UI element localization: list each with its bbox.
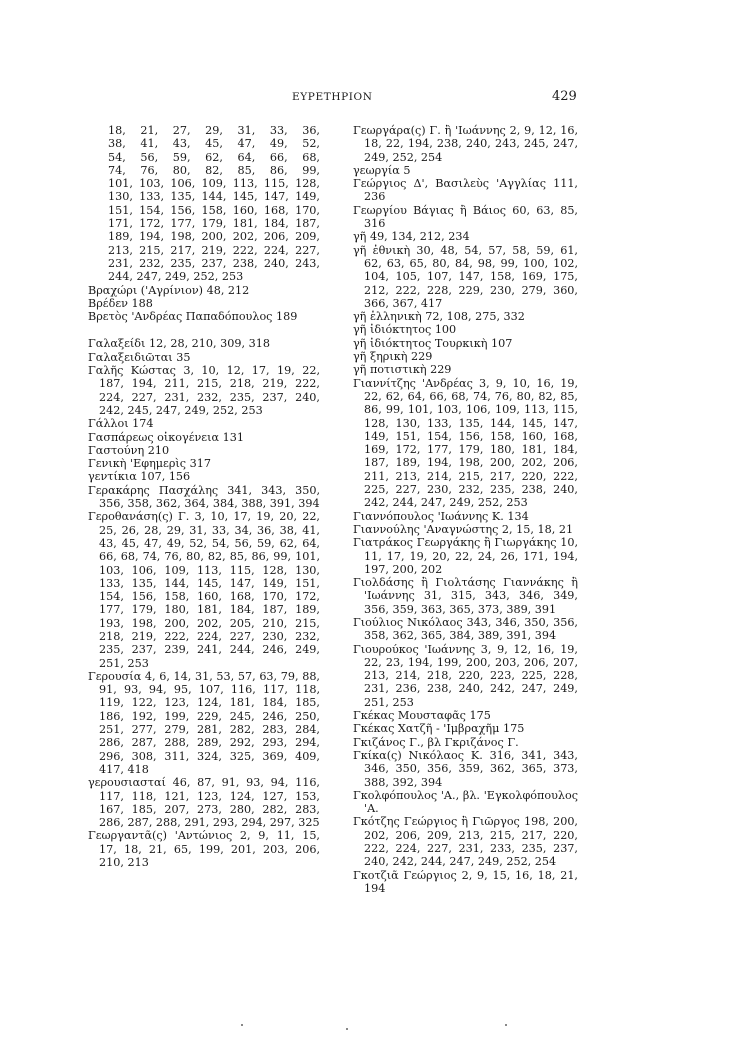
index-entry: Γάλλοι 174 — [88, 417, 154, 431]
numbers-line: 151, 154, 156, 158, 160, 168, 170, — [108, 203, 320, 217]
index-entry: Γαλαξειδιῶται 35 — [88, 350, 191, 364]
index-entry: Γεώργιος Δ', Βασιλεὺς 'Αγγλίας 111, 236 — [353, 177, 578, 204]
index-entry: Γκέκας Μουσταφᾶς 175 — [353, 709, 491, 723]
index-entry: γεωργία 5 — [353, 163, 411, 177]
print-speck — [346, 1028, 348, 1030]
numbers-line: 130, 133, 135, 144, 145, 147, 149, — [108, 190, 320, 204]
numbers-line: 213, 215, 217, 219, 222, 224, 227, — [108, 243, 320, 257]
index-entry: γερουσιασταί 46, 87, 91, 93, 94, 116, 117, 118, 121, 123, 124, 127, 153, 167, 185, 207, 273, 280, 282, 283, 286, 287, 288, 291, 293, 294, 297, 325 — [88, 776, 320, 830]
index-entry: Γκέκας Χατζῆ - 'Ιμβραχῆμ 175 — [353, 722, 525, 736]
print-speck — [241, 1024, 243, 1026]
index-entry: Γιουρούκος 'Ιωάννης 3, 9, 12, 16, 19, 22, 23, 194, 199, 200, 203, 206, 207, 213, 214, 218, 220, 223, 225, 228, 231, 236, 238, 240, 242, 247, 249, 251, 253 — [353, 642, 578, 709]
index-entry: Γεροθανάση(ς) Γ. 3, 10, 17, 19, 20, 22, 25, 26, 28, 29, 31, 33, 34, 36, 38, 41, 43, 45, 47, 49, 52, 54, 56, 59, 62, 64, 66, 68, 74, 76, 80, 82, 85, 86, 99, 101, 103, 106, 109, 113, 115, 128, 130, 133, 135, 144, 145, 147, 149, 151, 154, 156, 158, 160, 168, 170, 172, 177, 179, 180, 181, 184, 187, 189, 193, 198, 200, 202, 205, 210, 215, 218, 219, 222, 224, 227, 230, 232, 235, 237, 239, 241, 244, 246, 249, 251, 253 — [88, 510, 320, 670]
numbers-line: 101, 103, 106, 109, 113, 115, 128, — [108, 177, 320, 191]
numbers-line: 74, 76, 80, 82, 85, 86, 99, — [108, 163, 320, 177]
numbers-line: 231, 232, 235, 237, 238, 240, 243, — [108, 256, 320, 270]
index-entry: γῆ ἐθνικὴ 30, 48, 54, 57, 58, 59, 61, 62, 63, 65, 80, 84, 98, 99, 100, 102, 104, 105, 107, 147, 158, 169, 175, 212, 222, 228, 229, 230, 279, 360, 366, 367, 417 — [353, 243, 578, 310]
index-entry: Γκότζης Γεώργιος ἢ Γιῶργος 198, 200, 202, 206, 209, 213, 215, 217, 220, 222, 224, 227, 231, 233, 235, 237, 240, 242, 244, 247, 249, 252, 254 — [353, 815, 578, 869]
index-entry: Γιαννίτζης 'Ανδρέας 3, 9, 10, 16, 19, 22, 62, 64, 66, 68, 74, 76, 80, 82, 85, 86, 99, 101, 103, 106, 109, 113, 115, 128, 130, 133, 135, 144, 145, 147, 149, 151, 154, 156, 158, 160, 168, 169, 172, 177, 179, 180, 181, 184, 187, 189, 194, 198, 200, 202, 206, 211, 213, 214, 215, 217, 220, 222, 225, 227, 230, 232, 235, 238, 240, 242, 244, 247, 249, 252, 253 — [353, 376, 578, 510]
index-entry: Βραχώρι ('Αγρίνιον) 48, 212 — [88, 283, 250, 297]
index-entry: Γαστούνη 210 — [88, 443, 170, 457]
index-entry: γῆ ἰδιόκτητος Τουρκικὴ 107 — [353, 336, 513, 350]
index-entry: Γιατράκος Γεωργάκης ἢ Γιωργάκης 10, 11, 17, 19, 20, 22, 24, 26, 171, 194, 197, 200, 202 — [353, 536, 578, 576]
index-entry: Γκολφόπουλος 'Α., βλ. 'Εγκολφόπουλος 'Α. — [353, 788, 578, 816]
index-entry: Γιαννόπουλος 'Ιωάννης Κ. 134 — [353, 509, 529, 523]
numbers-line: 38, 41, 43, 45, 47, 49, 52, — [108, 137, 320, 151]
index-entry: Γεωργίου Βάγιας ἢ Βάιος 60, 63, 85, 316 — [353, 203, 578, 231]
index-entry: Βρέδεν 188 — [88, 296, 153, 310]
left-column — [88, 124, 320, 869]
index-entry: γῆ ἑλληνικὴ 72, 108, 275, 332 — [353, 310, 525, 324]
index-entry: Γιαννούλης 'Αναγνώστης 2, 15, 18, 21 — [353, 522, 574, 536]
page-number: 429 — [552, 89, 577, 104]
index-entry: Γιολδάσης ἢ Γιολτάσης Γιαννάκης ἢ 'Ιωάννης 31, 315, 343, 346, 349, 356, 359, 363, 365, 373, 389, 391 — [353, 576, 578, 616]
index-entry: Γενικὴ 'Εφημερὶς 317 — [88, 457, 211, 471]
index-entry: Γαλαξείδι 12, 28, 210, 309, 318 — [88, 337, 270, 351]
index-entry: γεντίκια 107, 156 — [88, 470, 191, 484]
numbers-line: 189, 194, 198, 200, 202, 206, 209, — [108, 230, 320, 244]
index-entry: γῆ ξηρικὴ 229 — [353, 350, 433, 364]
numbers-line: 171, 172, 177, 179, 181, 184, 187, — [108, 217, 320, 231]
index-entry: Γεωργάρα(ς) Γ. ἢ 'Ιωάννης 2, 9, 12, 16, 18, 22, 194, 238, 240, 243, 245, 247, 249, 252, 254 — [353, 124, 578, 164]
continued-page-numbers — [88, 124, 320, 284]
index-entry: γῆ 49, 134, 212, 234 — [353, 230, 470, 244]
index-entry: Γιούλιος Νικόλαος 343, 346, 350, 356, 358, 362, 365, 384, 389, 391, 394 — [353, 615, 578, 643]
index-entry: Γεωργαντᾶ(ς) 'Αντώνιος 2, 9, 11, 15, 17, 18, 21, 65, 199, 201, 203, 206, 210, 213 — [88, 829, 320, 870]
index-entry: Γασπάρεως οἰκογένεια 131 — [88, 430, 244, 444]
print-speck — [505, 1024, 507, 1026]
numbers-line: 244, 247, 249, 252, 253 — [108, 270, 244, 284]
running-head — [0, 91, 744, 111]
numbers-line: 54, 56, 59, 62, 64, 66, 68, — [108, 150, 320, 164]
index-entry: Γερουσία 4, 6, 14, 31, 53, 57, 63, 79, 88, 91, 93, 94, 95, 107, 116, 117, 118, 119, 122, 123, 124, 181, 184, 185, 186, 192, 199, 229, 245, 246, 250, 251, 277, 279, 281, 282, 283, 284, 286, 287, 288, 289, 292, 293, 294, 296, 308, 311, 324, 325, 369, 409, 417, 418 — [88, 669, 320, 776]
right-column — [353, 124, 578, 895]
index-entry: Γκιζάνος Γ., βλ Γκριζάνος Γ. — [353, 735, 519, 749]
index-entry: Βρετὸς 'Ανδρέας Παπαδόπουλος 189 — [88, 310, 298, 324]
section-gap — [88, 323, 320, 337]
index-entry: γῆ ποτιστικὴ 229 — [353, 363, 452, 377]
index-entry: Γερακάρης Πασχάλης 341, 343, 350, 356, 358, 362, 364, 384, 388, 391, 394 — [88, 483, 320, 511]
index-entry: Γκίκα(ς) Νικόλαος Κ. 316, 341, 343, 346, 350, 356, 359, 362, 365, 373, 388, 392, 394 — [353, 748, 578, 789]
index-entry: Γαλῆς Κώστας 3, 10, 12, 17, 19, 22, 187, 194, 211, 215, 218, 219, 222, 224, 227, 231, 232, 235, 237, 240, 242, 245, 247, 249, 252, 253 — [88, 364, 320, 417]
index-entry: Γκοτζιᾶ Γεώργιος 2, 9, 15, 16, 18, 21, 194 — [353, 868, 578, 895]
numbers-line: 18, 21, 27, 29, 31, 33, 36, — [108, 124, 320, 137]
index-entry: γῆ ἰδιόκτητος 100 — [353, 323, 457, 337]
running-title: ΕΥΡΕΤΗΡΙΟΝ — [292, 91, 373, 103]
